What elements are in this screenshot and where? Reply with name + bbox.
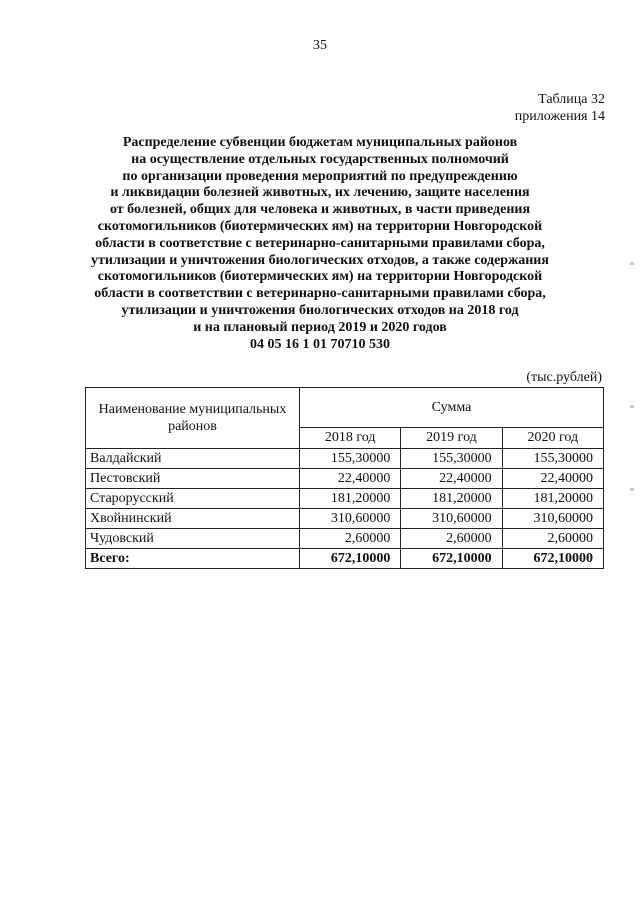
budget-code: 04 05 16 1 01 70710 530 bbox=[250, 336, 390, 352]
table-number: Таблица 32 bbox=[538, 92, 605, 107]
amount-2019: 2,60000 bbox=[401, 529, 502, 549]
title-line: по организации проведения мероприятий по предупреждению bbox=[122, 168, 518, 184]
title-line: Распределение субвенции бюджетам муниципальных районов bbox=[122, 135, 518, 150]
title-line: области в соответствие с ветеринарно-санитарными правилами сбора, bbox=[95, 235, 545, 251]
title-line: утилизации и уничтожения биологических отходов на 2018 год bbox=[121, 302, 519, 318]
amount-2019: 181,20000 bbox=[401, 489, 502, 509]
amount-2020: 181,20000 bbox=[502, 489, 603, 509]
scan-margin-mark bbox=[630, 262, 634, 265]
amount-2018: 181,20000 bbox=[300, 489, 401, 509]
district-name: Чудовский bbox=[86, 529, 300, 549]
total-2019: 672,10000 bbox=[401, 549, 502, 569]
total-2018: 672,10000 bbox=[300, 549, 401, 569]
table-reference bbox=[515, 91, 605, 125]
table-row bbox=[86, 449, 604, 469]
table-row bbox=[86, 509, 604, 529]
table-row bbox=[86, 529, 604, 549]
district-name: Хвойнинский bbox=[86, 509, 300, 529]
total-label: Всего: bbox=[86, 549, 300, 569]
title-line: области в соответствии с ветеринарно-санитарными правилами сбора, bbox=[94, 286, 546, 302]
district-name: Валдайский bbox=[86, 449, 300, 469]
title-line: утилизации и уничтожения биологических отходов, а также содержания bbox=[91, 252, 549, 268]
district-name: Старорусский bbox=[86, 489, 300, 509]
amount-2019: 310,60000 bbox=[401, 509, 502, 529]
year-header: 2020 год bbox=[502, 428, 603, 449]
scan-margin-mark bbox=[630, 488, 634, 491]
page-number: 35 bbox=[313, 38, 327, 53]
subvention-table bbox=[85, 387, 604, 569]
appendix-number: приложения 14 bbox=[514, 109, 605, 124]
title-line: скотомогильников (биотермических ям) на территории Новгородской bbox=[97, 269, 543, 285]
sum-header: Сумма bbox=[300, 388, 604, 428]
district-name: Пестовский bbox=[86, 469, 300, 489]
amount-2018: 2,60000 bbox=[300, 529, 401, 549]
document-title bbox=[70, 135, 570, 353]
title-line: на осуществление отдельных государственных полномочий bbox=[131, 151, 509, 167]
amount-2018: 22,40000 bbox=[300, 469, 401, 489]
year-header: 2018 год bbox=[300, 428, 401, 449]
amount-2020: 22,40000 bbox=[502, 469, 603, 489]
title-line: от болезней, общих для человека и животных, в части приведения bbox=[109, 202, 531, 218]
title-line: скотомогильников (биотермических ям) на территории Новгородской bbox=[97, 218, 543, 234]
amount-2020: 155,30000 bbox=[502, 449, 603, 469]
scan-margin-mark bbox=[630, 405, 634, 408]
title-line: и на плановый период 2019 и 2020 годов bbox=[193, 319, 447, 335]
amount-2020: 310,60000 bbox=[502, 509, 603, 529]
amount-2018: 155,30000 bbox=[300, 449, 401, 469]
table-row bbox=[86, 469, 604, 489]
table-row bbox=[86, 489, 604, 509]
table-header-row bbox=[86, 388, 604, 428]
total-2020: 672,10000 bbox=[502, 549, 603, 569]
units-label: (тыс.рублей) bbox=[526, 370, 602, 385]
amount-2019: 22,40000 bbox=[401, 469, 502, 489]
amount-2018: 310,60000 bbox=[300, 509, 401, 529]
district-name-header: Наименование муниципальных районов bbox=[86, 388, 300, 449]
title-line: и ликвидации болезней животных, их лечению, защите населения bbox=[110, 185, 530, 201]
amount-2020: 2,60000 bbox=[502, 529, 603, 549]
amount-2019: 155,30000 bbox=[401, 449, 502, 469]
total-row bbox=[86, 549, 604, 569]
year-header: 2019 год bbox=[401, 428, 502, 449]
